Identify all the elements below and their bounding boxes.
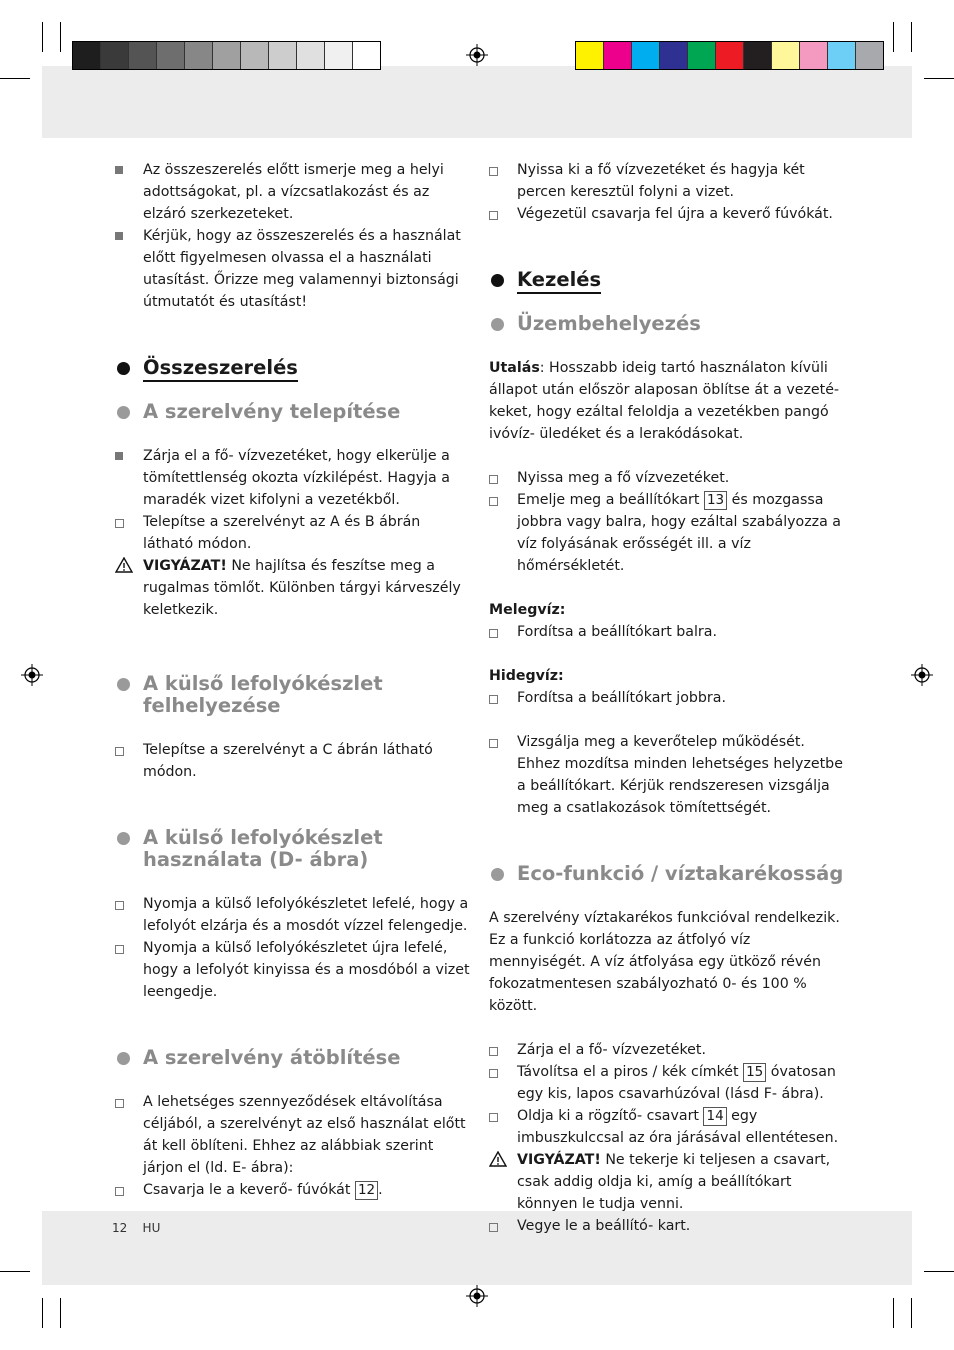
- bullet-square-icon: [115, 225, 129, 248]
- list-item: Telepítse a szerelvényt a C ábrán látható módon.: [115, 739, 470, 783]
- color-swatch: [828, 42, 856, 69]
- checkbox-square-icon: [115, 1091, 129, 1116]
- gray-swatch: [297, 42, 325, 69]
- eco-paragraph: A szerelvény víztakarékos funkcióval rendelkezik. Ez a funkció korlátozza az átfolyó víz mennyiségét. A víz átfolyása egy ütköző révén fokozatmentesen szabályozható 0- és 100 % között.: [489, 910, 840, 1014]
- part-reference-15: 15: [743, 1063, 766, 1082]
- checkbox-square-icon: [115, 1179, 129, 1204]
- crop-mark: [42, 1298, 43, 1328]
- gray-swatch: [101, 42, 129, 69]
- gray-swatch: [325, 42, 353, 69]
- heading-dot-icon: [117, 362, 130, 375]
- bullet-square-icon: [115, 159, 129, 182]
- heading-dot-icon: [117, 832, 130, 845]
- list-item: Vizsgálja meg a keverőtelep működését. Ehhez mozdítsa minden lehetséges helyzetbe a beállítókart. Kérjük rendszeresen vizsgálja meg a csatlakozások tömítettségét.: [489, 731, 844, 819]
- part-reference-13: 13: [704, 491, 727, 510]
- gray-swatch: [157, 42, 185, 69]
- gray-swatch: [129, 42, 157, 69]
- checkbox-square-icon: [489, 687, 503, 712]
- list-item: Végezetül csavarja fel újra a keverő fúvókát.: [489, 203, 844, 225]
- checkbox-square-icon: [115, 739, 129, 764]
- list-item: Nyissa meg a fő vízvezetéket.: [489, 467, 844, 489]
- part-reference-12: 12: [355, 1181, 378, 1200]
- color-swatch: [800, 42, 828, 69]
- language-code: HU: [142, 1221, 161, 1235]
- checkbox-square-icon: [115, 937, 129, 962]
- list-item: Az összeszerelés előtt ismerje meg a helyi adottságokat, pl. a vízcsatlakozást és az elzáró szerkezeteket.: [115, 159, 470, 225]
- crop-mark: [60, 1298, 61, 1328]
- warning-item: VIGYÁZAT! Ne tekerje ki teljesen a csavart, csak addig oldja ki, amíg a beállítókart könnyen le tudja venni.: [489, 1149, 844, 1215]
- gray-swatch: [353, 42, 380, 69]
- subsection-heading: A szerelvény telepítése: [115, 401, 470, 423]
- list-item: Emelje meg a beállítókart 13 és mozgassa jobbra vagy balra, hogy ezáltal szabályozza a víz folyásának erősségét ill. a víz hőmérsékletét.: [489, 489, 844, 577]
- crop-mark: [42, 22, 43, 52]
- list-item: Fordítsa a beállítókart balra.: [489, 621, 844, 643]
- list-item: Vegye le a beállító- kart.: [489, 1215, 844, 1237]
- color-swatch: [576, 42, 604, 69]
- checkbox-square-icon: [489, 489, 503, 514]
- warning-triangle-icon: [489, 1149, 503, 1175]
- section-heading: Összeszerelés: [115, 357, 470, 379]
- color-swatch: [744, 42, 772, 69]
- list-item: Fordítsa a beállítókart jobbra.: [489, 687, 844, 709]
- registration-mark-icon: [911, 664, 933, 686]
- list-item: Nyissa ki a fő vízvezetéket és hagyja két percen keresztül folyni a vizet.: [489, 159, 844, 203]
- list-item: Telepítse a szerelvényt az A és B ábrán látható módon.: [115, 511, 470, 555]
- checkbox-square-icon: [489, 731, 503, 756]
- color-swatch: [660, 42, 688, 69]
- color-swatch: [604, 42, 632, 69]
- heading-dot-icon: [117, 1052, 130, 1065]
- process-color-bar: [575, 41, 884, 70]
- gray-swatch: [269, 42, 297, 69]
- checkbox-square-icon: [115, 893, 129, 918]
- warning-triangle-icon: [115, 555, 129, 581]
- checkbox-square-icon: [489, 621, 503, 646]
- color-swatch: [632, 42, 660, 69]
- gray-swatch: [213, 42, 241, 69]
- crop-mark: [911, 22, 912, 52]
- list-item: Zárja el a fő- vízvezetéket, hogy elkerülje a tömítettlenség okozta vízkilépést. Hagyja a maradék vizet kifolyni a vezetékből.: [115, 445, 470, 511]
- color-swatch: [856, 42, 883, 69]
- checkbox-square-icon: [489, 1105, 503, 1130]
- crop-mark: [924, 78, 954, 79]
- registration-mark-icon: [466, 1285, 488, 1307]
- list-item: Nyomja a külső lefolyókészletet lefelé, hogy a lefolyót elzárja és a mosdót vízzel felengedje.: [115, 893, 470, 937]
- gray-swatch: [73, 42, 101, 69]
- part-reference-14: 14: [703, 1107, 726, 1126]
- crop-mark: [911, 1298, 912, 1328]
- heading-dot-icon: [491, 318, 504, 331]
- subsection-heading: Eco-funkció / víztakarékosság: [489, 863, 844, 885]
- color-swatch: [716, 42, 744, 69]
- hot-water-label: Melegvíz:: [489, 602, 566, 618]
- checkbox-square-icon: [489, 1215, 503, 1240]
- grayscale-color-bar: [72, 41, 381, 70]
- left-column: [115, 159, 470, 1201]
- gray-swatch: [185, 42, 213, 69]
- crop-mark: [60, 22, 61, 52]
- crop-mark: [924, 1271, 954, 1272]
- page-number: 12: [112, 1221, 128, 1235]
- checkbox-square-icon: [489, 159, 503, 184]
- list-item: Oldja ki a rögzítő- csavart 14 egy imbuszkulccsal az óra járásával ellentétesen.: [489, 1105, 844, 1149]
- right-column: [489, 159, 844, 1237]
- heading-dot-icon: [117, 406, 130, 419]
- crop-mark: [0, 78, 30, 79]
- subsection-heading: A külső lefolyókészlet használata (D- ábra): [115, 827, 470, 871]
- list-item: Csavarja le a keverő- fúvókát 12 .: [115, 1179, 470, 1201]
- crop-mark: [0, 1271, 30, 1272]
- note-paragraph: Utalás: Hosszabb ideig tartó használaton kívüli állapot után először alaposan öblítse át a vezeté-keket, hogy ezáltal feloldja a vezetékben pangó ivóvíz- üledéket és a lerakódásokat.: [489, 360, 840, 442]
- warning-item: VIGYÁZAT! Ne hajlítsa és feszítse meg a rugalmas tömlőt. Különben tárgyi kárveszély keletkezik.: [115, 555, 470, 621]
- subsection-heading: A szerelvény átöblítése: [115, 1047, 470, 1069]
- page-footer: [112, 1221, 160, 1235]
- section-heading: Kezelés: [489, 269, 844, 291]
- list-item: Kérjük, hogy az összeszerelés és a használat előtt figyelmesen olvassa el a használati utasítást. Őrizze meg valamennyi biztonsági útmutatót és utasítást!: [115, 225, 470, 313]
- list-item: Távolítsa el a piros / kék címkét 15 óvatosan egy kis, lapos csavarhúzóval (lásd F- ábra).: [489, 1061, 844, 1105]
- checkbox-square-icon: [489, 1061, 503, 1086]
- color-swatch: [688, 42, 716, 69]
- header-band: [42, 66, 912, 138]
- registration-mark-icon: [21, 664, 43, 686]
- list-item: Nyomja a külső lefolyókészletet újra lefelé, hogy a lefolyót kinyissa és a mosdóból a vizet leengedje.: [115, 937, 470, 1003]
- color-swatch: [772, 42, 800, 69]
- list-item: A lehetséges szennyeződések eltávolítása céljából, a szerelvényt az első használat előtt át kell öblíteni. Ehhez az alábbiak szerint járjon el (ld. E- ábra):: [115, 1091, 470, 1179]
- subsection-heading: A külső lefolyókészlet felhelyezése: [115, 673, 470, 717]
- list-item: Zárja el a fő- vízvezetéket.: [489, 1039, 844, 1061]
- subsection-heading: Üzembehelyezés: [489, 313, 844, 335]
- heading-dot-icon: [491, 274, 504, 287]
- checkbox-square-icon: [115, 511, 129, 536]
- gray-swatch: [241, 42, 269, 69]
- bullet-square-icon: [115, 445, 129, 468]
- crop-mark: [893, 22, 894, 52]
- registration-mark-icon: [466, 44, 488, 66]
- crop-mark: [893, 1298, 894, 1328]
- cold-water-label: Hidegvíz:: [489, 668, 564, 684]
- heading-dot-icon: [117, 678, 130, 691]
- checkbox-square-icon: [489, 203, 503, 228]
- heading-dot-icon: [491, 868, 504, 881]
